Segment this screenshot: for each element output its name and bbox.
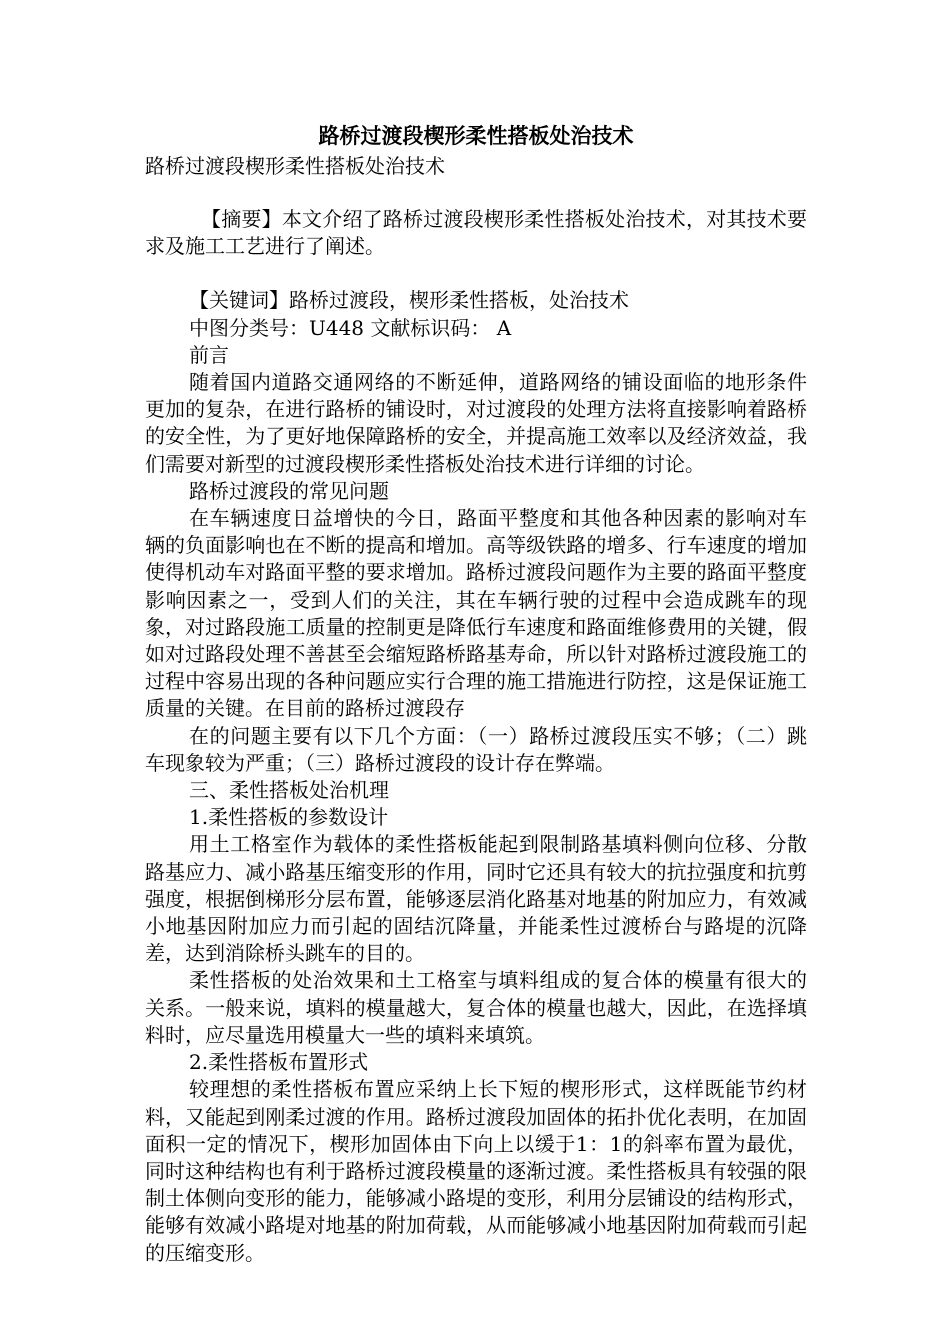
abstract: 【摘要】本文介绍了路桥过渡段楔形柔性搭板处治技术，对其技术要求及施工工艺进行了阐述。 — [145, 207, 807, 259]
paragraph: 在车辆速度日益增快的今日，路面平整度和其他各种因素的影响对车辆的负面影响也在不断的提高和增加。高等级铁路的增多、行车速度的增加使得机动车对路面平整的要求增加。路桥过渡段问题作为主要的路面平整度影响因素之一，受到人们的关注，其在车辆行驶的过程中会造成跳车的现象，对过路段施工质量的控制更是降低行车速度和路面维修费用的关键，假如对过路段处理不善甚至会缩短路桥路基寿命，所以针对路桥过渡段施工的过程中容易出现的各种问题应实行合理的施工措施进行防控，这是保证施工质量的关键。在目前的路桥过渡段存 — [145, 506, 807, 721]
section-heading-mechanism: 三、柔性搭板处治机理 — [189, 778, 389, 803]
document-subtitle: 路桥过渡段楔形柔性搭板处治技术 — [145, 154, 445, 178]
paragraph: 较理想的柔性搭板布置应采纳上长下短的楔形形式，这样既能节约材料，又能起到刚柔过渡的作用。路桥过渡段加固体的拓扑优化表明，在加固面积一定的情况下，楔形加固体由下向上以缓于1：1的斜率布置为最优，同时这种结构也有利于路桥过渡段模量的逐渐过渡。柔性搭板具有较强的限制土体侧向变形的能力，能够减小路堤的变形，利用分层铺设的结构形式，能够有效减小路堤对地基的附加荷载，从而能够减小地基因附加荷载而引起的压缩变形。 — [145, 1077, 807, 1265]
subsection-heading-parameters: 1.柔性搭板的参数设计 — [189, 805, 389, 830]
paragraph: 随着国内道路交通网络的不断延伸，道路网络的铺设面临的地形条件更加的复杂，在进行路桥的铺设时，对过渡段的处理方法将直接影响着路桥的安全性，为了更好地保障路桥的安全，并提高施工效率以及经济效益，我们需要对新型的过渡段楔形柔性搭板处治技术进行详细的讨论。 — [145, 370, 807, 476]
classification: 中图分类号：U448 文献标识码： A — [189, 315, 512, 340]
paragraph: 用土工格室作为载体的柔性搭板能起到限制路基填料侧向位移、分散路基应力、减小路基压缩变形的作用，同时它还具有较大的抗拉强度和抗剪强度，根据倒梯形分层布置，能够逐层消化路基对地基的附加应力，有效减小地基因附加应力而引起的固结沉降量，并能柔性过渡桥台与路堤的沉降差，达到消除桥头跳车的目的。 — [145, 832, 807, 966]
paragraph: 在的问题主要有以下几个方面：（一）路桥过渡段压实不够；（二）跳车现象较为严重；（三）路桥过渡段的设计存在弊端。 — [145, 723, 807, 775]
document-title: 路桥过渡段楔形柔性搭板处治技术 — [318, 124, 634, 148]
subsection-heading-layout: 2.柔性搭板布置形式 — [189, 1050, 369, 1075]
keywords: 【关键词】路桥过渡段，楔形柔性搭板，处治技术 — [189, 288, 629, 313]
spacer — [145, 179, 807, 206]
paragraph: 柔性搭板的处治效果和土工格室与填料组成的复合体的模量有很大的关系。一般来说，填料的模量越大，复合体的模量也越大，因此，在选择填料时，应尽量选用模量大一些的填料来填筑。 — [145, 968, 807, 1047]
spacer — [145, 260, 807, 287]
section-heading-preface: 前言 — [189, 342, 229, 367]
document-body — [145, 120, 807, 1267]
section-heading-common-problems: 路桥过渡段的常见问题 — [189, 478, 389, 503]
